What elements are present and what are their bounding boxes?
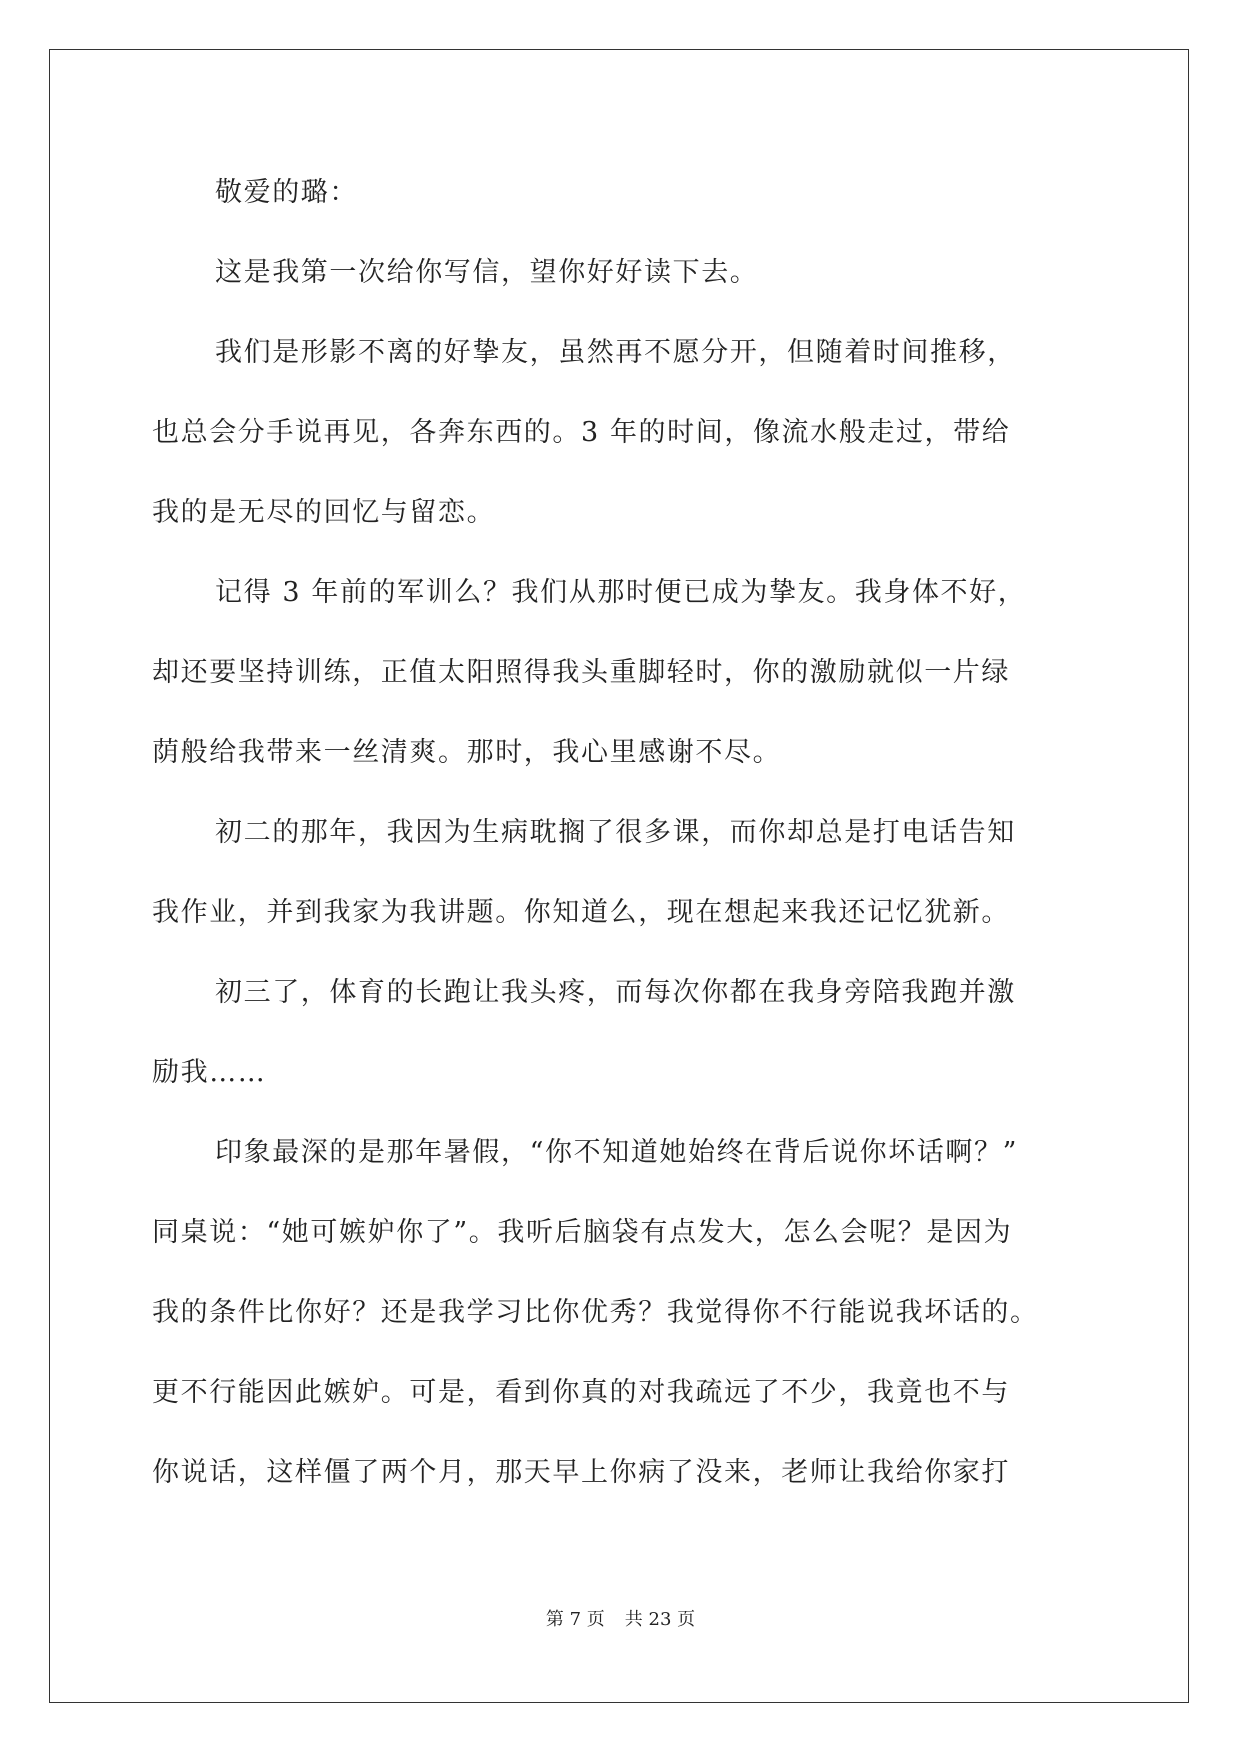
paragraph-line: 这是我第一次给你写信，望你好好读下去。: [215, 257, 759, 288]
paragraph-line: 我的是无尽的回忆与留恋。: [152, 497, 496, 528]
salutation-line: 敬爱的璐：: [215, 177, 358, 208]
paragraph-line: 我作业，并到我家为我讲题。你知道么，现在想起来我还记忆犹新。: [152, 897, 1010, 928]
paragraph-line: 荫般给我带来一丝清爽。那时，我心里感谢不尽。: [152, 737, 782, 768]
paragraph-line: 记得 3 年前的军训么？我们从那时便已成为挚友。我身体不好，: [215, 577, 1027, 608]
paragraph-line: 我们是形影不离的好挚友，虽然再不愿分开，但随着时间推移，: [215, 337, 1016, 368]
paragraph-line: 我的条件比你好？还是我学习比你优秀？我觉得你不行能说我坏话的。: [152, 1297, 1039, 1328]
page-footer: [0, 1609, 1241, 1631]
page-border: [49, 49, 1189, 1703]
paragraph-line: 初二的那年，我因为生病耽搁了很多课，而你却总是打电话告知: [215, 817, 1016, 848]
paragraph-line: 初三了，体育的长跑让我头疼，而每次你都在我身旁陪我跑并激: [215, 977, 1016, 1008]
paragraph-line: 励我……: [152, 1057, 267, 1088]
paragraph-line: 却还要坚持训练，正值太阳照得我头重脚轻时，你的激励就似一片绿: [152, 657, 1010, 688]
paragraph-line: 更不行能因此嫉妒。可是，看到你真的对我疏远了不少，我竟也不与: [152, 1377, 1010, 1408]
page-total: 共 23 页: [624, 1609, 696, 1630]
paragraph-line: 同桌说：“她可嫉妒你了”。我听后脑袋有点发大，怎么会呢？是因为: [152, 1217, 1013, 1248]
paragraph-line: 也总会分手说再见，各奔东西的。3 年的时间，像流水般走过，带给: [152, 417, 1011, 448]
page-number: 第 7 页: [545, 1609, 605, 1630]
paragraph-line: 你说话，这样僵了两个月，那天早上你病了没来，老师让我给你家打: [152, 1457, 1010, 1488]
paragraph-line: 印象最深的是那年暑假，“你不知道她始终在背后说你坏话啊？”: [215, 1137, 1019, 1168]
